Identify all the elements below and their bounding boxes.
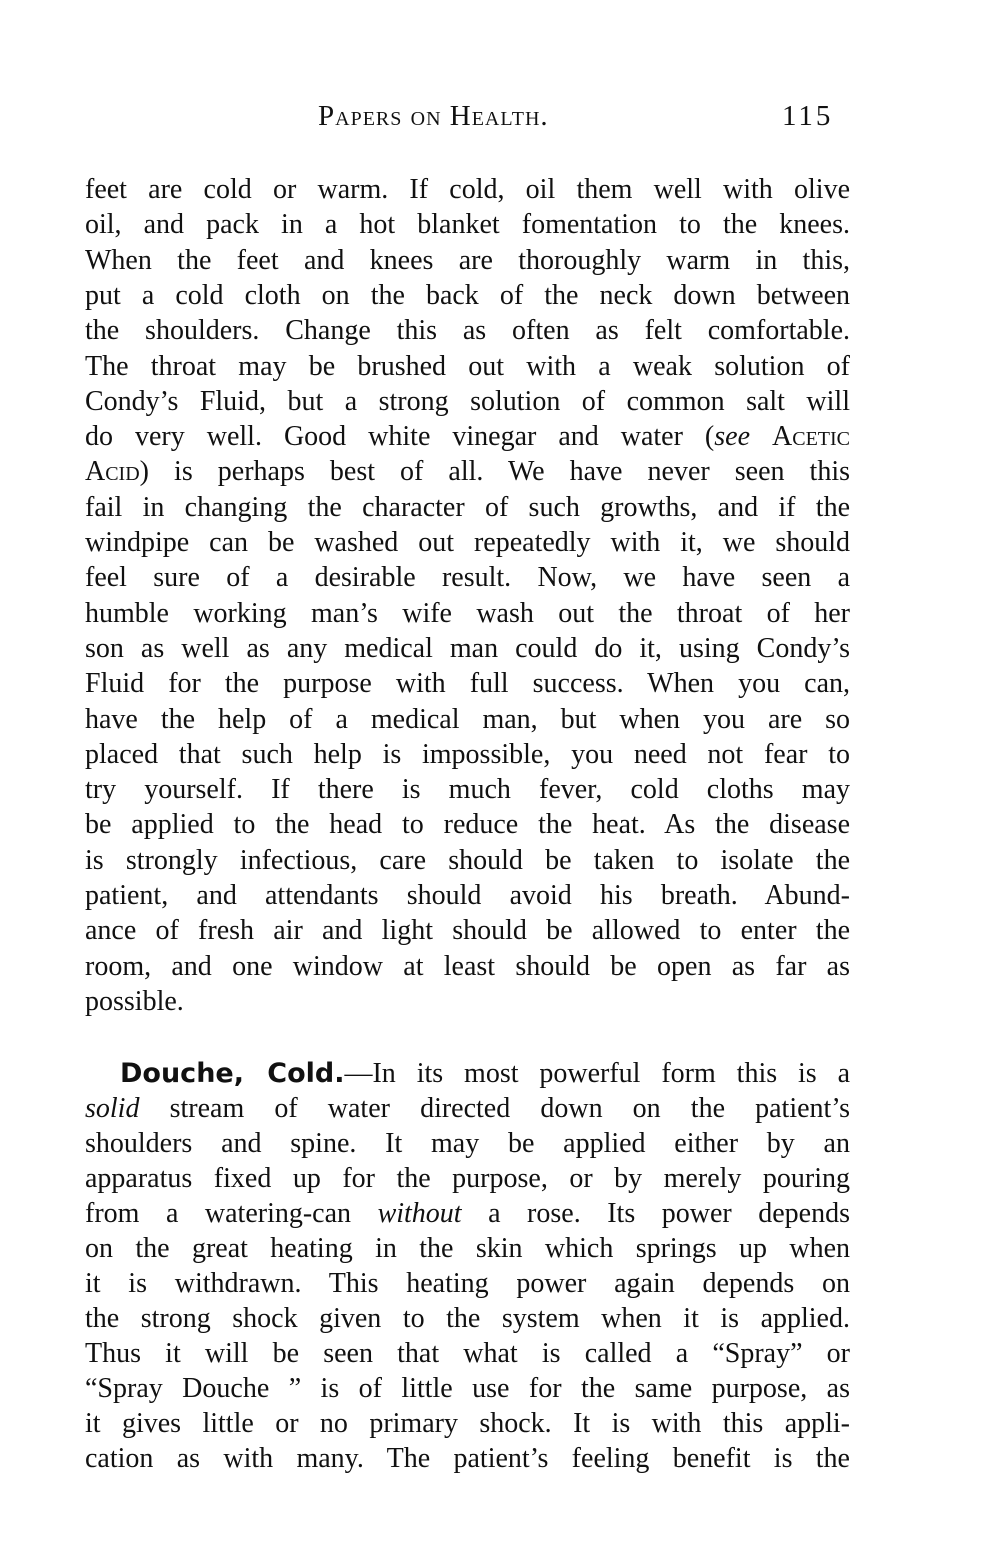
text-line xyxy=(85,560,850,595)
text-segment: stream of water directed down on the patient’s xyxy=(139,1093,850,1124)
text-line xyxy=(85,172,850,207)
text-segment: placed that such help is impossible, you need not fear to xyxy=(85,738,850,770)
text-segment: it is withdrawn. This heating power again depends on xyxy=(85,1268,850,1299)
text-segment: patient, and attendants should avoid his breath. Abund- xyxy=(85,880,850,911)
text-line xyxy=(85,243,850,278)
text-line xyxy=(85,419,850,454)
small-caps-text: Acetic xyxy=(772,421,851,453)
text-line xyxy=(85,490,850,525)
text-line xyxy=(85,913,850,948)
text-segment: the strong shock given to the system when it is applied. xyxy=(85,1303,850,1334)
text-line xyxy=(85,454,850,489)
text-segment: Thus it will be seen that what is called a “Spray” or xyxy=(85,1338,850,1369)
italic-text: without xyxy=(377,1198,462,1229)
text-line xyxy=(85,1091,850,1126)
text-segment: try yourself. If there is much fever, cold cloths may xyxy=(85,774,850,806)
text-segment: —In its most powerful form this is a xyxy=(344,1058,851,1089)
small-caps-text: Acid xyxy=(85,456,140,488)
entry-heading: Douche, Cold. xyxy=(120,1058,345,1089)
text-segment: windpipe can be washed out repeatedly with it, we should xyxy=(85,527,850,558)
text-line xyxy=(85,984,850,1019)
text-line xyxy=(85,843,850,878)
text-line xyxy=(85,1301,850,1336)
text-segment: do very well. Good white vinegar and water ( xyxy=(85,421,715,453)
text-segment: apparatus fixed up for the purpose, or by merely pouring xyxy=(85,1163,850,1194)
text-segment: ) is perhaps best of all. We have never seen this xyxy=(139,456,850,488)
text-line xyxy=(85,1406,850,1441)
text-segment: put a cold cloth on the back of the neck down between xyxy=(85,279,850,311)
text-line xyxy=(85,1266,850,1301)
italic-text: see xyxy=(714,421,751,453)
text-line xyxy=(85,737,850,772)
text-line xyxy=(85,1126,850,1161)
text-segment: shoulders and spine. It may be applied either by an xyxy=(85,1128,850,1159)
text-segment xyxy=(750,421,772,452)
text-segment: “Spray Douche ” is of little use for the same purpose, as xyxy=(85,1373,850,1404)
text-segment: son as well as any medical man could do it, using Condy’s xyxy=(85,632,850,664)
text-line xyxy=(85,666,850,701)
text-segment: Condy’s Fluid, but a strong solution of common salt will xyxy=(85,385,850,417)
text-line xyxy=(85,631,850,666)
text-line xyxy=(85,349,850,384)
text-line xyxy=(85,1371,850,1406)
text-segment: from a watering-can xyxy=(85,1198,378,1229)
text-segment: be applied to the head to reduce the heat. As the disease xyxy=(85,809,850,841)
text-segment: oil, and pack in a hot blanket fomentation to the knees. xyxy=(85,209,850,241)
text-segment: on the great heating in the skin which springs up when xyxy=(85,1233,850,1264)
text-segment: room, and one window at least should be open as far as xyxy=(85,950,850,982)
text-segment: ance of fresh air and light should be allowed to enter the xyxy=(85,915,850,947)
text-line xyxy=(85,384,850,419)
text-segment: feel sure of a desirable result. Now, we have seen a xyxy=(85,562,850,594)
text-line xyxy=(85,772,850,807)
text-line xyxy=(85,1336,850,1371)
text-line xyxy=(85,702,850,737)
text-segment: humble working man’s wife wash out the throat of her xyxy=(85,597,850,629)
text-segment: possible. xyxy=(85,985,184,1017)
text-line xyxy=(85,278,850,313)
text-line xyxy=(85,1231,850,1266)
text-line xyxy=(85,1441,850,1476)
text-segment: a rose. Its power depends xyxy=(461,1198,850,1229)
italic-text: solid xyxy=(85,1093,140,1124)
text-segment: The throat may be brushed out with a weak solution of xyxy=(85,350,850,382)
text-line xyxy=(85,525,850,560)
text-segment: it gives little or no primary shock. It is with this appli- xyxy=(85,1408,850,1439)
text-line xyxy=(85,1161,850,1196)
text-segment: Fluid for the purpose with full success. When you can, xyxy=(85,668,850,700)
text-segment: the shoulders. Change this as often as felt comfortable. xyxy=(85,315,850,347)
text-line xyxy=(85,1196,850,1231)
text-line xyxy=(85,596,850,631)
text-line xyxy=(85,807,850,842)
running-head: Papers on Health. xyxy=(318,100,549,132)
text-segment: have the help of a medical man, but when you are so xyxy=(85,703,850,735)
page-number: 115 xyxy=(782,100,834,132)
text-line xyxy=(85,949,850,984)
text-line xyxy=(85,313,850,348)
text-segment: When the feet and knees are thoroughly warm in this, xyxy=(85,244,850,276)
text-segment: cation as with many. The patient’s feeling benefit is the xyxy=(85,1443,850,1474)
text-line xyxy=(85,878,850,913)
text-segment: is strongly infectious, care should be taken to isolate the xyxy=(85,844,850,876)
text-line xyxy=(85,1056,850,1091)
text-line xyxy=(85,207,850,242)
text-segment: fail in changing the character of such growths, and if the xyxy=(85,491,850,523)
text-segment: feet are cold or warm. If cold, oil them well with olive xyxy=(85,174,850,205)
